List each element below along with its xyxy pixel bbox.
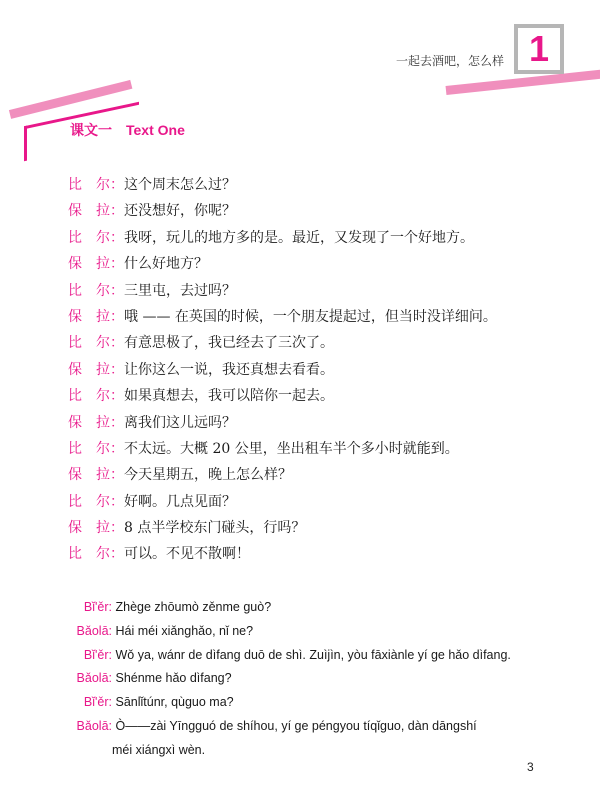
dialogue-line [68,198,568,224]
dialogue-line [68,462,568,488]
speaker-label: 保 拉： [68,308,124,325]
lesson-number: 1 [528,28,550,69]
page-number: 3 [527,760,534,774]
dialogue-line [68,489,568,515]
lesson-number-box [514,24,564,74]
pinyin-line [60,644,540,668]
lesson-title: 一起去酒吧，怎么样 [395,54,504,68]
dialogue-text: 离我们这儿远吗？ [124,414,236,431]
dialogue-line [68,278,568,304]
speaker-label: 比 尔： [68,440,124,457]
dialogue-text: 三里屯，去过吗？ [124,282,236,299]
pinyin-text: Zhège zhōumò zěnme guò? [115,600,272,614]
dialogue-text: 还没想好，你呢？ [124,203,236,220]
dialogue-text: 什么好地方？ [124,256,208,273]
dialogue-line [68,515,568,541]
speaker-label: 保 拉： [68,361,124,378]
speaker-label: 比 尔： [68,177,124,193]
section-heading [70,120,185,140]
dialogue-text: 我呀，玩儿的地方多的是。最近，又发现了一个好地方。 [124,229,474,246]
dialogue-text: 有意思极了，我已经去了三次了。 [124,335,334,352]
dialogue-text: 好啊。几点见面？ [124,493,236,510]
dialogue-pinyin [60,596,540,763]
pinyin-text: Shénme hǎo dìfang? [115,671,232,686]
pinyin-line [60,691,540,715]
speaker-label: 比 尔： [68,388,124,405]
dialogue-text: 哦 —— 在英国的时候，一个朋友提起过，但当时没详细问。 [124,308,497,325]
dialogue-text: 这个周末怎么过？ [124,177,236,193]
speaker-label: 保 拉： [68,520,124,537]
section-title-cn: 课文一 [70,123,112,139]
pinyin-speaker: Bǐ'ěr: [83,695,112,710]
dialogue-line [68,251,568,277]
pinyin-line [60,667,540,691]
pinyin-line [60,715,540,739]
pinyin-line [60,620,540,644]
speaker-label: 保 拉： [68,203,124,220]
dialogue-text: 8 点半学校东门碰头，行吗？ [124,520,306,537]
pinyin-text: méi xiángxì wèn. [112,742,206,757]
dialogue-text: 不太远。大概 20 公里，坐出租车半个多小时就能到。 [124,440,459,457]
speaker-label: 保 拉： [68,467,124,484]
pinyin-line [60,596,540,620]
speaker-label: 比 尔： [68,282,124,299]
speaker-label: 保 拉： [68,414,124,431]
dialogue-line [68,357,568,383]
pinyin-speaker: Bǐ'ěr: [83,647,112,662]
dialogue-line [68,304,568,330]
pinyin-text: Hái méi xiǎnghǎo, nǐ ne? [115,623,254,638]
dialogue-line [68,172,568,198]
speaker-label: 比 尔： [68,546,124,563]
speaker-label: 比 尔： [68,335,124,352]
pinyin-speaker: Bǎolā: [76,623,112,638]
dialogue-line [68,330,568,356]
pinyin-speaker: Bǐ'ěr: [83,600,112,614]
dialogue-chinese [68,172,568,568]
pinyin-speaker: Bǎolā: [76,718,112,733]
pinyin-text: Sānlǐtúnr, qùguo ma? [115,695,234,710]
dialogue-line [68,541,568,567]
speaker-label: 保 拉： [68,256,124,273]
pinyin-text: Ò——zài Yīngguó de shíhou, yí ge péngyou tíqǐguo, dàn dāngshí [115,718,477,733]
dialogue-line [68,410,568,436]
dialogue-text: 今天星期五，晚上怎么样？ [124,467,292,484]
dialogue-text: 让你这么一说，我还真想去看看。 [124,361,334,378]
speaker-label: 比 尔： [68,229,124,246]
dialogue-line [68,383,568,409]
dialogue-text: 如果真想去，我可以陪你一起去。 [124,388,334,405]
dialogue-text: 可以。不见不散啊！ [124,546,250,563]
pinyin-speaker: Bǎolā: [76,671,112,686]
pinyin-line-continued [60,739,540,763]
section-title-en: Text One [126,122,185,138]
dialogue-line [68,436,568,462]
pinyin-text: Wǒ ya, wánr de dìfang duō de shì. Zuìjìn, yòu fāxiànle yí ge hǎo dìfang. [115,647,511,662]
speaker-label: 比 尔： [68,493,124,510]
dialogue-line [68,225,568,251]
